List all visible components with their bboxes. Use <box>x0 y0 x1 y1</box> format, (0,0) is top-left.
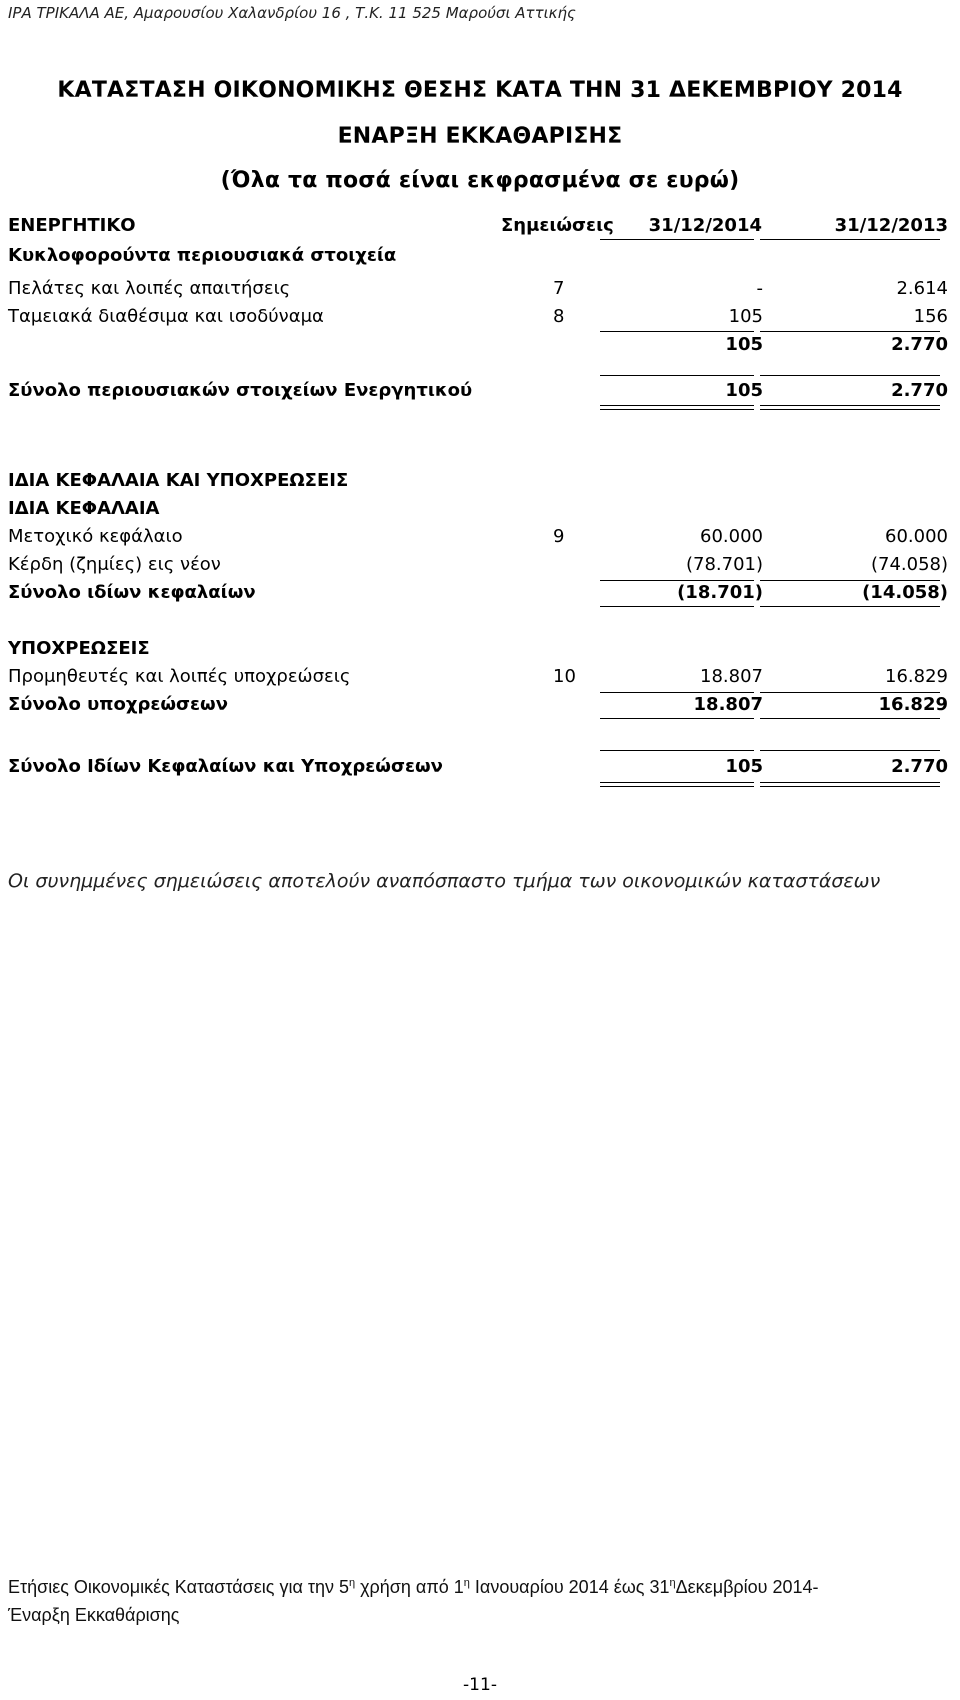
current-assets-heading <box>8 245 948 273</box>
grand-total-label: Σύνολο Ιδίων Κεφαλαίων και Υποχρεώσεων <box>8 756 443 777</box>
notes-column-header: Σημειώσεις <box>501 215 614 236</box>
total-assets-2014: 105 <box>725 380 763 401</box>
grand-total-double-line-2013 <box>760 782 940 787</box>
table-row <box>8 278 948 306</box>
row-value-2014: (78.701) <box>685 554 763 575</box>
total-assets-line-2013 <box>760 375 940 376</box>
assets-section-label: ΕΝΕΡΓΗΤΙΚΟ <box>8 215 136 236</box>
total-assets-2013: 2.770 <box>891 380 948 401</box>
equity-liabilities-heading-label: ΙΔΙΑ ΚΕΦΑΛΑΙΑ ΚΑΙ ΥΠΟΧΡΕΩΣΕΙΣ <box>8 470 349 491</box>
row-value-2014: 60.000 <box>700 526 763 547</box>
total-equity-label: Σύνολο ιδίων κεφαλαίων <box>8 582 256 603</box>
currency-note: (Όλα τα ποσά είναι εκφρασμένα σε ευρώ) <box>220 168 740 193</box>
footer-text: χρήση από 1 <box>355 1577 464 1597</box>
subtotal-line-2014 <box>600 331 754 332</box>
header-underline-2013 <box>760 239 940 240</box>
row-label: Κέρδη (ζημίες) εις νέον <box>8 554 221 575</box>
subtotal-value-2013: 2.770 <box>891 334 948 355</box>
total-liabilities-label: Σύνολο υποχρεώσεων <box>8 694 228 715</box>
notes-disclaimer: Οι συνημμένες σημειώσεις αποτελούν αναπόσπαστο τμήμα των οικονομικών καταστάσεων <box>8 870 881 892</box>
current-assets-subtotal-row <box>8 334 948 362</box>
row-note: 8 <box>553 306 565 327</box>
total-assets-label: Σύνολο περιουσιακών στοιχείων Ενεργητικού <box>8 380 473 401</box>
equity-total-line-2014 <box>600 606 754 607</box>
footer-text: Δεκεμβρίου 2014- <box>675 1577 819 1597</box>
row-value-2013: 156 <box>913 306 948 327</box>
row-value-2013: 60.000 <box>885 526 948 547</box>
grand-total-line-2014 <box>600 750 754 751</box>
equity-subtotal-line-2013 <box>760 580 940 581</box>
total-liabilities-2013: 16.829 <box>878 694 948 715</box>
row-label: Ταμειακά διαθέσιμα και ισοδύναμα <box>8 306 324 327</box>
table-row <box>8 306 948 334</box>
total-assets-row <box>8 380 948 408</box>
grand-total-double-line-2014 <box>600 782 754 787</box>
equity-heading-label: ΙΔΙΑ ΚΕΦΑΛΑΙΑ <box>8 498 160 519</box>
page-number: -11- <box>463 1675 497 1695</box>
liabilities-subtotal-line-2014 <box>600 692 754 693</box>
grand-total-line-2013 <box>760 750 940 751</box>
row-value-2013: (74.058) <box>870 554 948 575</box>
footer-superscript: η <box>669 1577 676 1589</box>
liabilities-heading <box>8 638 948 666</box>
grand-total-row <box>8 756 948 784</box>
subtotal-line-2013 <box>760 331 940 332</box>
equity-heading <box>8 498 948 526</box>
total-assets-double-line-2013 <box>760 405 940 410</box>
current-assets-heading-label: Κυκλοφορούντα περιουσιακά στοιχεία <box>8 245 397 266</box>
company-header: ΙΡΑ ΤΡΙΚΑΛΑ ΑΕ, Αμαρουσίου Χαλανδρίου 16 , Τ.Κ. 11 525 Μαρούσι Αττικής <box>8 4 576 22</box>
year-2013-column-header: 31/12/2013 <box>834 215 948 236</box>
footer-line-2: Έναρξη Εκκαθάρισης <box>8 1605 180 1625</box>
grand-total-2013: 2.770 <box>891 756 948 777</box>
statement-title: ΚΑΤΑΣΤΑΣΗ ΟΙΚΟΝΟΜΙΚΗΣ ΘΕΣΗΣ ΚΑΤΑ ΤΗΝ 31 ΔΕΚΕΜΒΡΙΟΥ 2014 <box>57 78 903 103</box>
footer-superscript: η <box>348 1577 356 1589</box>
row-value-2014: 18.807 <box>700 666 763 687</box>
liabilities-heading-label: ΥΠΟΧΡΕΩΣΕΙΣ <box>8 638 150 659</box>
statement-subtitle: ΕΝΑΡΞΗ ΕΚΚΑΘΑΡΙΣΗΣ <box>337 124 623 149</box>
total-liabilities-2014: 18.807 <box>693 694 763 715</box>
table-row <box>8 526 948 554</box>
row-value-2014: 105 <box>728 306 763 327</box>
liabilities-subtotal-line-2013 <box>760 692 940 693</box>
total-equity-2014: (18.701) <box>677 582 763 603</box>
liabilities-total-line-2014 <box>600 718 754 719</box>
footer-text: Ιανουαρίου 2014 έως 31 <box>469 1577 670 1597</box>
equity-liabilities-section-heading <box>8 470 948 498</box>
row-value-2013: 2.614 <box>896 278 948 299</box>
footer-line-1 <box>8 1577 819 1598</box>
total-equity-2013: (14.058) <box>862 582 948 603</box>
equity-total-line-2013 <box>760 606 940 607</box>
equity-subtotal-line-2014 <box>600 580 754 581</box>
year-2014-column-header: 31/12/2014 <box>648 215 762 236</box>
row-value-2014: - <box>756 278 763 299</box>
row-label: Μετοχικό κεφάλαιο <box>8 526 183 547</box>
subtotal-value-2014: 105 <box>725 334 763 355</box>
table-row <box>8 666 948 694</box>
footer-text: Ετήσιες Οικονομικές Καταστάσεις για την 5 <box>8 1577 349 1597</box>
footer-superscript: η <box>463 1577 470 1589</box>
total-assets-double-line-2014 <box>600 405 754 410</box>
row-note: 7 <box>553 278 565 299</box>
row-note: 10 <box>553 666 576 687</box>
row-value-2013: 16.829 <box>885 666 948 687</box>
liabilities-total-line-2013 <box>760 718 940 719</box>
total-assets-line-2014 <box>600 375 754 376</box>
row-label: Προμηθευτές και λοιπές υποχρεώσεις <box>8 666 351 687</box>
row-note: 9 <box>553 526 565 547</box>
row-label: Πελάτες και λοιπές απαιτήσεις <box>8 278 291 299</box>
table-row <box>8 554 948 582</box>
header-underline-2014 <box>600 239 754 240</box>
grand-total-2014: 105 <box>725 756 763 777</box>
